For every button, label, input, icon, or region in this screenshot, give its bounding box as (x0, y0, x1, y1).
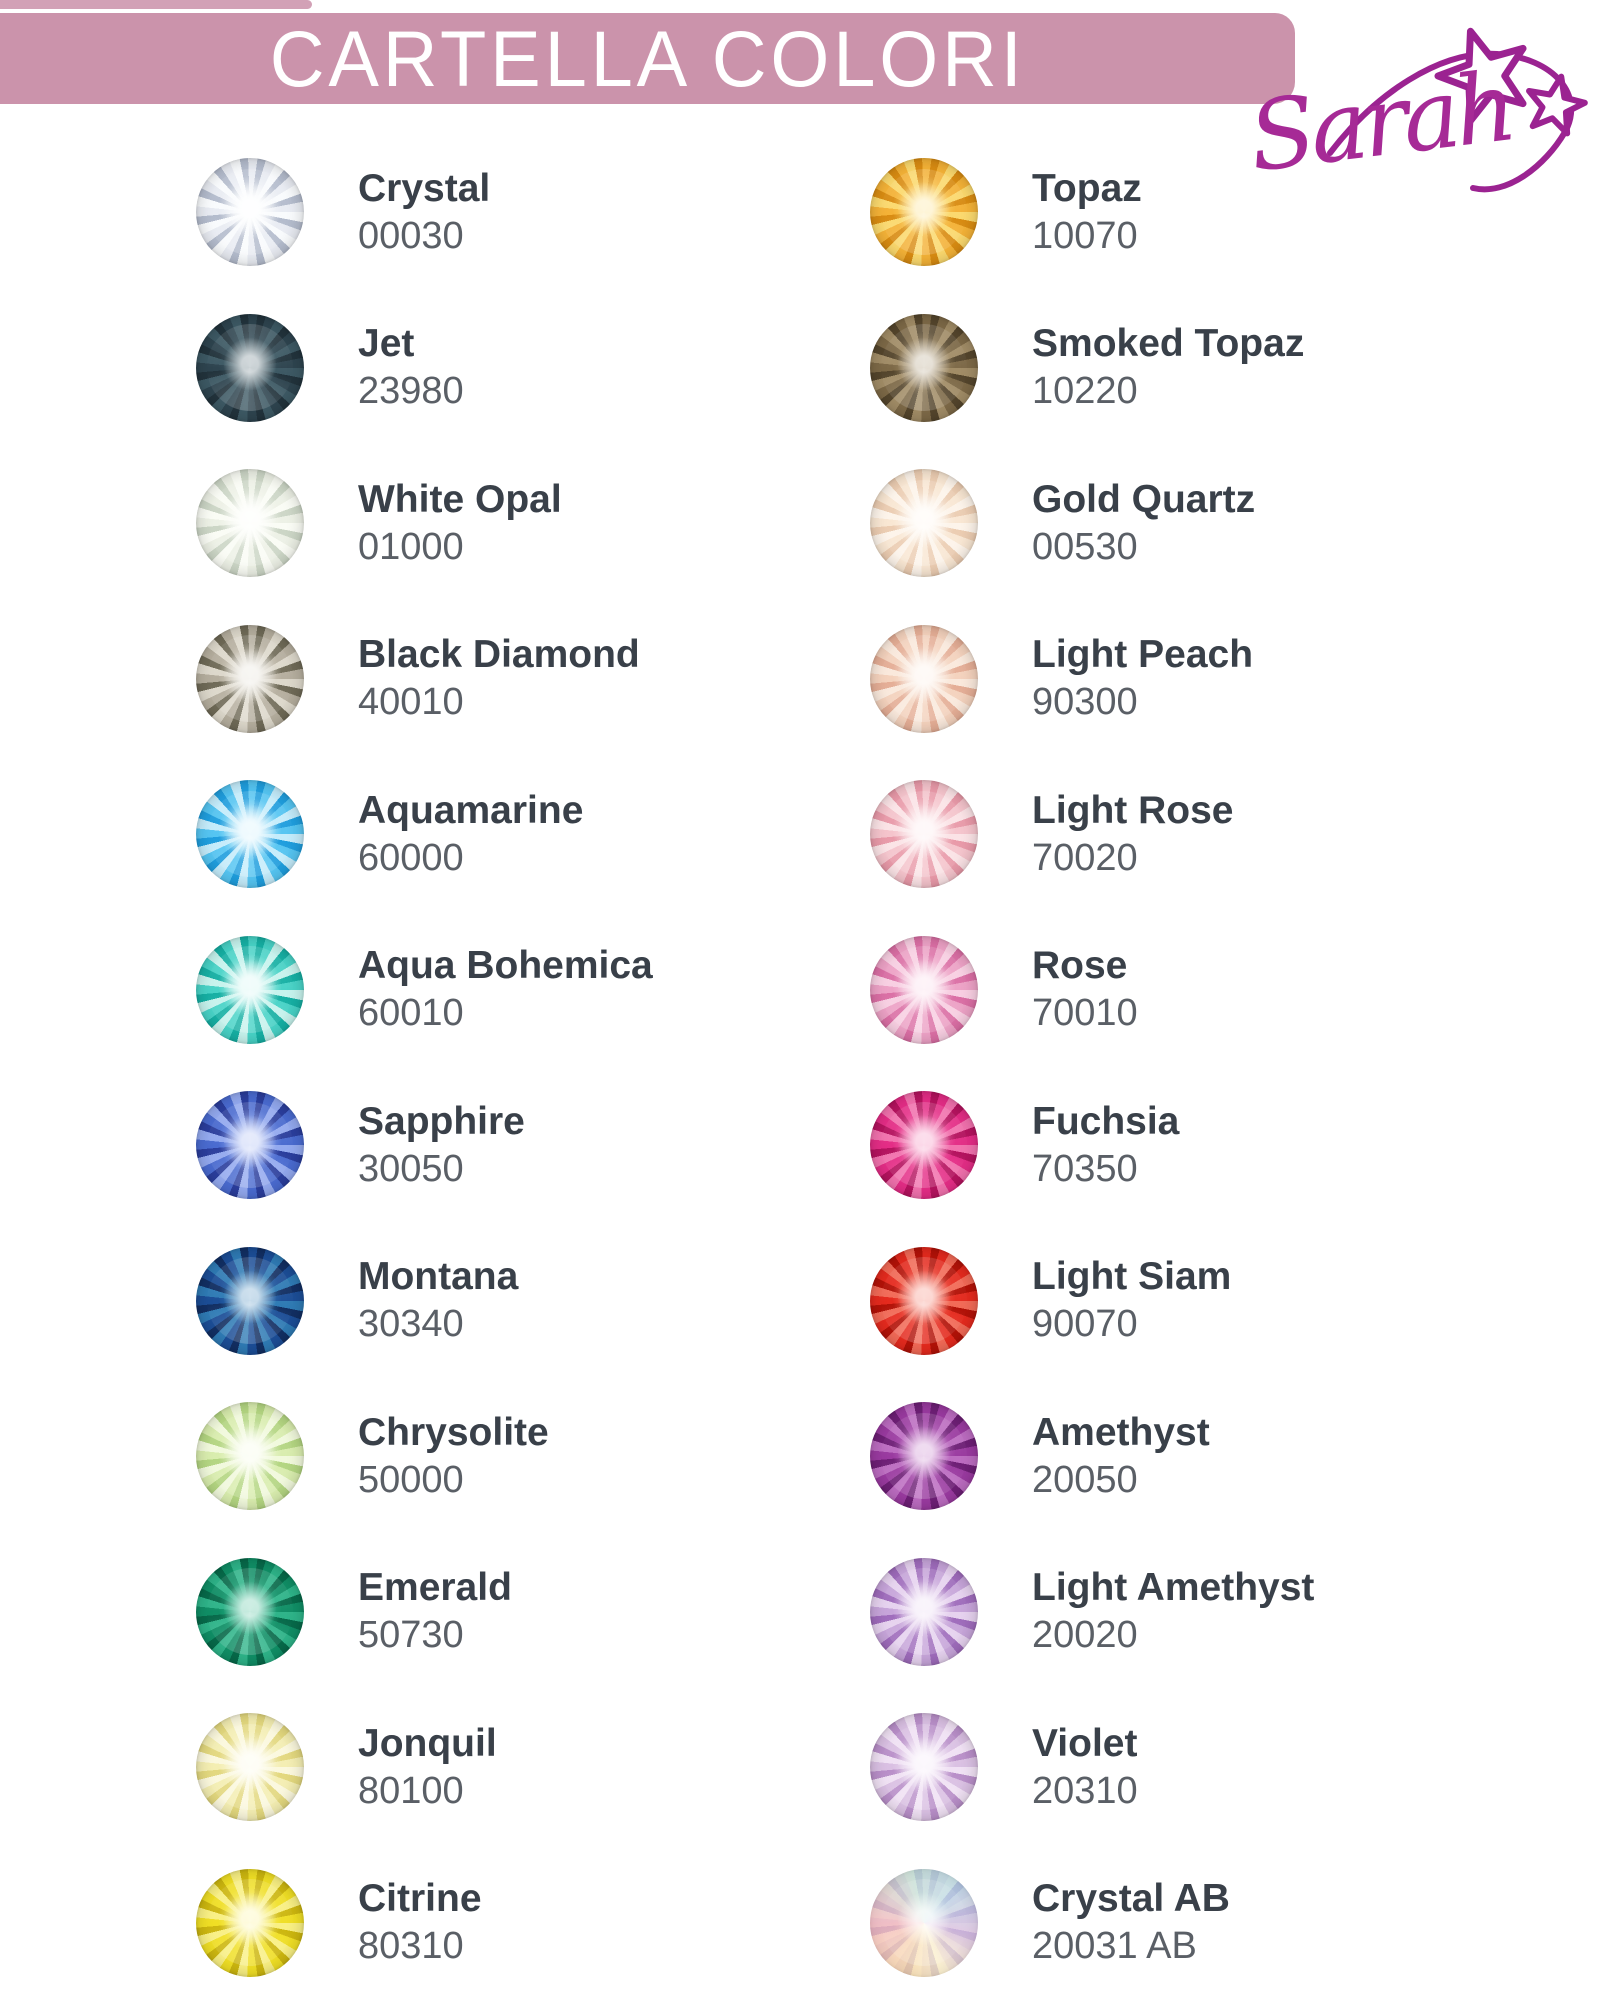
gem-swatch (870, 1091, 978, 1199)
color-name: Violet (1032, 1721, 1138, 1765)
color-name: Crystal (358, 166, 491, 210)
swatch-labels (358, 631, 640, 726)
gem-swatch (196, 158, 304, 266)
swatch-column-left (196, 158, 653, 1977)
color-code: 30050 (358, 1147, 464, 1190)
gem-swatch (196, 469, 304, 577)
gem-swatch (870, 936, 978, 1044)
color-swatch-row (870, 469, 1314, 577)
gem-swatch (196, 1247, 304, 1355)
color-swatch-row (870, 1558, 1314, 1666)
top-edge-artifact (0, 0, 312, 9)
color-swatch-row (196, 1713, 653, 1821)
color-swatch-row (196, 469, 653, 577)
swatch-labels (1032, 1409, 1210, 1504)
color-code: 20031 AB (1032, 1925, 1197, 1967)
color-code: 70020 (1032, 836, 1138, 879)
gem-swatch (870, 1247, 978, 1355)
swatch-labels (358, 1875, 482, 1970)
color-swatch-row (870, 1247, 1314, 1355)
gem-swatch (196, 1869, 304, 1977)
color-name: Citrine (358, 1877, 482, 1920)
logo-text: Sarah (1243, 50, 1518, 194)
gem-swatch (196, 625, 304, 733)
gem-swatch (196, 936, 304, 1044)
color-swatch-row (870, 1869, 1314, 1977)
color-code: 70350 (1032, 1147, 1138, 1190)
swatch-labels (1032, 320, 1304, 415)
gem-swatch (870, 158, 978, 266)
color-name: Light Siam (1032, 1255, 1232, 1298)
gem-swatch (196, 314, 304, 422)
color-swatch-row (196, 936, 653, 1044)
color-swatch-row (196, 780, 653, 888)
color-swatch-row (870, 1713, 1314, 1821)
color-name: Chrysolite (358, 1410, 549, 1454)
swatch-labels (1032, 787, 1234, 882)
gem-swatch (870, 1713, 978, 1821)
color-code: 00530 (1032, 525, 1138, 568)
color-code: 90070 (1032, 1303, 1138, 1345)
swatch-labels (1032, 1564, 1314, 1659)
color-code: 50730 (358, 1614, 464, 1656)
color-swatch-row (870, 1402, 1314, 1510)
color-code: 90300 (1032, 681, 1138, 723)
page-title: CARTELLA COLORI (269, 14, 1026, 103)
gem-swatch (196, 1713, 304, 1821)
color-code: 40010 (358, 681, 464, 723)
color-name: Aquamarine (358, 788, 584, 832)
color-name: Smoked Topaz (1032, 322, 1305, 365)
color-code: 70010 (1032, 992, 1138, 1034)
color-name: Rose (1032, 944, 1128, 987)
swatch-labels (1032, 942, 1138, 1037)
color-swatch-row (196, 1869, 653, 1977)
color-code: 60000 (358, 836, 464, 879)
swatch-labels (358, 165, 490, 260)
color-name: Light Peach (1032, 633, 1254, 676)
gem-swatch (870, 625, 978, 733)
color-swatch-row (196, 625, 653, 733)
color-name: Light Amethyst (1032, 1566, 1315, 1609)
color-name: Emerald (358, 1566, 512, 1609)
gem-swatch (870, 1869, 978, 1977)
color-code: 10220 (1032, 370, 1138, 412)
color-name: Black Diamond (358, 633, 640, 676)
color-swatch-row (870, 780, 1314, 888)
color-code: 20020 (1032, 1614, 1138, 1656)
color-swatch-row (870, 314, 1314, 422)
color-name: Gold Quartz (1032, 477, 1256, 521)
color-code: 01000 (358, 525, 464, 568)
color-name: Aqua Bohemica (358, 944, 653, 987)
swatch-labels (358, 1098, 525, 1193)
color-swatch-row (196, 1091, 653, 1199)
gem-swatch (870, 469, 978, 577)
gem-swatch (870, 1558, 978, 1666)
color-code: 80100 (358, 1769, 464, 1812)
swatch-labels (1032, 1098, 1179, 1193)
swatch-labels (1032, 165, 1142, 260)
color-swatch-row (870, 1091, 1314, 1199)
color-name: Jonquil (358, 1721, 497, 1765)
color-name: Montana (358, 1255, 519, 1298)
color-code: 23980 (358, 370, 464, 412)
gem-swatch (196, 1091, 304, 1199)
swatch-labels (358, 787, 583, 882)
color-code: 20050 (1032, 1458, 1138, 1501)
gem-swatch (870, 1402, 978, 1510)
swatch-labels (358, 476, 562, 571)
color-code: 60010 (358, 992, 464, 1034)
swatch-labels (358, 1253, 518, 1348)
swatch-labels (1032, 1720, 1138, 1815)
color-code: 00030 (358, 214, 464, 257)
swatch-labels (1032, 476, 1255, 571)
color-name: Crystal AB (1032, 1877, 1230, 1920)
gem-swatch (196, 1558, 304, 1666)
color-name: Light Rose (1032, 788, 1234, 832)
color-name: Sapphire (358, 1099, 525, 1143)
color-code: 10070 (1032, 214, 1138, 257)
small-star-icon (1522, 71, 1589, 136)
color-name: Fuchsia (1032, 1099, 1180, 1143)
color-code: 20310 (1032, 1769, 1138, 1812)
color-name: Topaz (1032, 166, 1142, 210)
color-name: Amethyst (1032, 1410, 1210, 1454)
gem-swatch (870, 780, 978, 888)
color-name: White Opal (358, 477, 562, 521)
swatch-column-right (870, 158, 1314, 1977)
swatch-labels (358, 1564, 512, 1659)
color-name: Jet (358, 322, 415, 365)
color-swatch-row (196, 314, 653, 422)
color-swatch-row (196, 1558, 653, 1666)
color-swatch-row (196, 1402, 653, 1510)
color-swatch-row (870, 936, 1314, 1044)
header-bar (0, 13, 1295, 104)
swatch-labels (358, 1409, 549, 1504)
swatch-labels (358, 942, 653, 1037)
color-swatch-row (196, 158, 653, 266)
color-swatch-row (870, 625, 1314, 733)
swatch-labels (1032, 1875, 1230, 1970)
swatch-labels (358, 320, 464, 415)
swatch-labels (358, 1720, 497, 1815)
color-code: 80310 (358, 1925, 464, 1967)
gem-swatch (870, 314, 978, 422)
gem-swatch (196, 780, 304, 888)
color-swatch-row (870, 158, 1314, 266)
color-code: 30340 (358, 1303, 464, 1345)
swatch-labels (1032, 631, 1253, 726)
color-code: 50000 (358, 1458, 464, 1501)
color-swatch-row (196, 1247, 653, 1355)
swatch-labels (1032, 1253, 1231, 1348)
gem-swatch (196, 1402, 304, 1510)
